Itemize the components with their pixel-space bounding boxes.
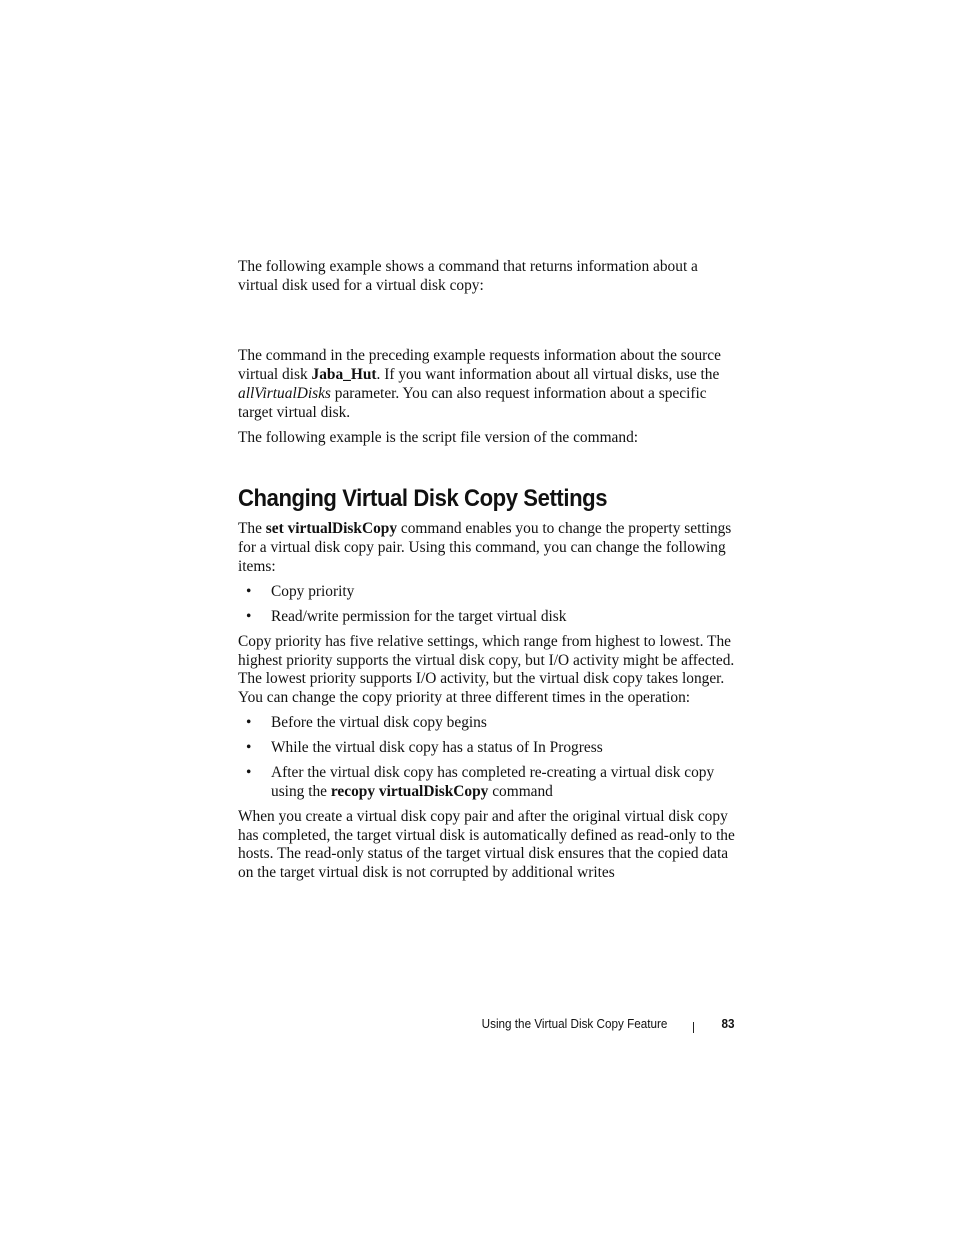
read-only-paragraph: When you create a virtual disk copy pair and after the original virtual disk copy has completed, the target virtual disk is automatically defined as read-only to the hosts. The read-only status of the target virtual disk ensures that the copied data on the target virtual disk is not corrupted by additional writes xyxy=(238,807,735,882)
bullet-icon: • xyxy=(246,714,252,732)
bullet-icon: • xyxy=(246,764,252,782)
info-paragraph xyxy=(238,347,736,422)
page-body xyxy=(238,258,736,889)
bullet-icon: • xyxy=(246,582,252,600)
list-item xyxy=(238,764,736,801)
changeable-items-list xyxy=(238,583,736,627)
source-disk-name: Jaba_Hut xyxy=(311,366,377,384)
all-virtual-disks-parameter: allVirtualDisks xyxy=(238,384,331,402)
info-text-2: . If you want information about all virtual disks, use the xyxy=(376,366,720,384)
list-item-text-end: command xyxy=(488,782,553,800)
bullet-icon: • xyxy=(246,607,252,625)
copy-priority-paragraph: Copy priority has five relative settings, which range from highest to lowest. The highest priority supports the virtual disk copy, but I/O activity might be affected. The lowest priority supports I/O activity, but the virtual disk copy takes longer. You can change the copy priority at three different times in the operation: xyxy=(238,632,735,707)
info-text-1: The command in the preceding example requests information about the source virtual disk xyxy=(238,347,721,384)
page-footer xyxy=(461,1015,734,1033)
footer-separator xyxy=(693,1022,694,1033)
change-times-list xyxy=(238,714,736,801)
list-item-text: Read/write permission for the target virtual disk xyxy=(271,607,567,625)
set-command-paragraph xyxy=(238,520,736,576)
list-item-text: While the virtual disk copy has a status of In Progress xyxy=(271,739,603,757)
set-command-text-1: The xyxy=(238,520,266,538)
list-item-text: Copy priority xyxy=(271,582,355,600)
list-item-text: After the virtual disk copy has completed re-creating a virtual disk copy using the xyxy=(271,764,715,800)
info-text-3: parameter. You can also request information about a specific target virtual disk. xyxy=(238,384,707,421)
list-item xyxy=(238,608,736,627)
list-item-text: Before the virtual disk copy begins xyxy=(271,714,487,732)
list-item xyxy=(238,583,736,602)
list-item xyxy=(238,714,736,733)
page-number: 83 xyxy=(720,1016,734,1031)
recopy-command: recopy virtualDiskCopy xyxy=(330,782,489,800)
section-heading: Changing Virtual Disk Copy Settings xyxy=(238,485,608,513)
footer-section-title: Using the Virtual Disk Copy Feature xyxy=(481,1016,668,1031)
script-version-paragraph: The following example is the script file version of the command: xyxy=(238,428,639,446)
list-item xyxy=(238,739,736,758)
set-command-text-2: command enables you to change the property settings for a virtual disk copy pair. Using this command, you can change the following items: xyxy=(238,520,732,575)
intro-paragraph: The following example shows a command that returns information about a virtual disk used for a virtual disk copy: xyxy=(238,258,698,294)
bullet-icon: • xyxy=(246,739,252,757)
set-virtual-disk-copy-command: set virtualDiskCopy xyxy=(265,520,398,538)
